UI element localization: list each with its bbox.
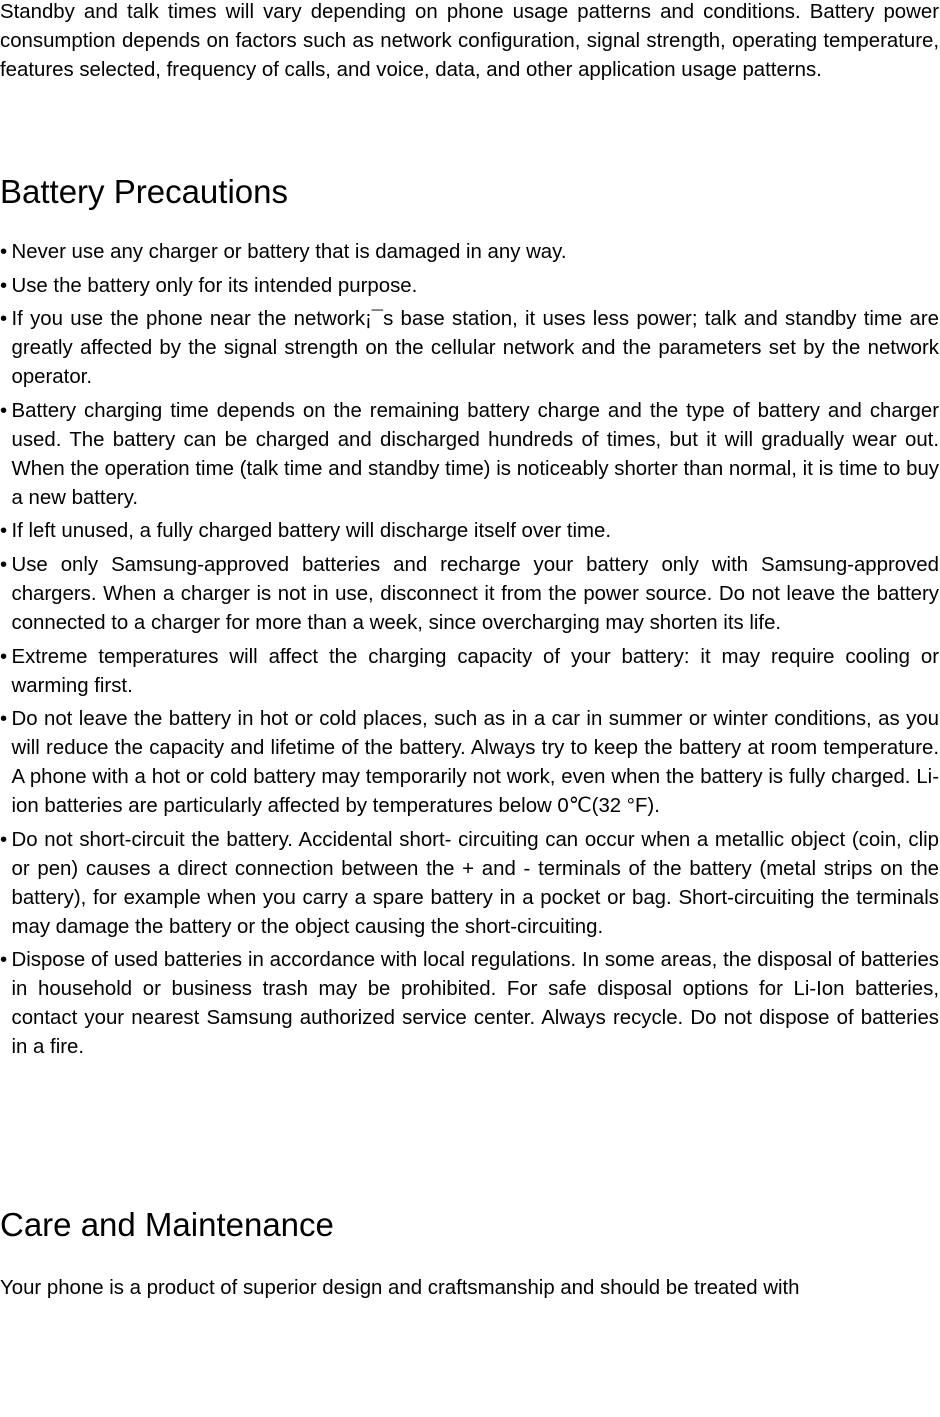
bullet-icon: • (0, 708, 8, 731)
care-and-maintenance-heading: Care and Maintenance (0, 1206, 334, 1244)
list-item-text: Never use any charger or battery that is damaged in any way. (11, 241, 567, 263)
list-item (0, 551, 939, 638)
list-item (0, 272, 939, 301)
bullet-icon: • (0, 274, 8, 297)
list-item (0, 946, 939, 1062)
bullet-icon: • (0, 308, 8, 331)
list-item (0, 397, 939, 513)
bullet-icon: • (0, 520, 8, 543)
list-item (0, 643, 939, 701)
bullet-icon: • (0, 949, 8, 972)
bullet-icon: • (0, 645, 8, 668)
list-item (0, 826, 939, 942)
list-item-text: Battery charging time depends on the remaining battery charge and the type of battery and charger used. The battery can be charged and discharged hundreds of times, but it will gradually wear out. When the operation time (talk time and standby time) is noticeably shorter than normal, it is time to buy a new battery. (11, 399, 939, 509)
bullet-icon: • (0, 553, 8, 576)
list-item-text: Extreme temperatures will affect the charging capacity of your battery: it may require cooling or warming first. (11, 645, 939, 697)
list-item-text: Dispose of used batteries in accordance with local regulations. In some areas, the disposal of batteries in household or business trash may be prohibited. For safe disposal options for Li-Ion batteries, contact your nearest Samsung authorized service center. Always recycle. Do not dispose of batteries in a fire. (11, 949, 939, 1059)
list-item (0, 305, 939, 392)
list-item-text: Use only Samsung-approved batteries and recharge your battery only with Samsung-approved chargers. When a charger is not in use, disconnect it from the power source. Do not leave the battery connected to a charger for more than a week, since overcharging may shorten its life. (11, 553, 939, 634)
bullet-icon: • (0, 828, 8, 851)
list-item (0, 517, 939, 546)
list-item-text: If left unused, a fully charged battery will discharge itself over time. (11, 520, 612, 543)
battery-precautions-heading: Battery Precautions (0, 173, 288, 210)
list-item-text: If you use the phone near the network¡¯s base station, it uses less power; talk and standby time are greatly affected by the signal strength on the cellular network and the parameters set by the network operator. (11, 308, 939, 389)
list-item-text: Do not short-circuit the battery. Accidental short- circuiting can occur when a metallic object (coin, clip or pen) causes a direct connection between the + and - terminals of the battery (metal strips on the battery), for example when you carry a spare battery in a pocket or bag. Short-circuiting the terminals may damage the battery or the object causing the short-circuiting. (11, 828, 939, 938)
list-item-text: Do not leave the battery in hot or cold places, such as in a car in summer or winter conditions, as you will reduce the capacity and lifetime of the battery. Always try to keep the battery at room temperature. A phone with a hot or cold battery may temporarily not work, even when the battery is fully charged. Li-ion batteries are particularly affected by temperatures below 0℃(32 °F). (11, 708, 939, 818)
bullet-icon: • (0, 399, 8, 422)
intro-paragraph: Standby and talk times will vary depending on phone usage patterns and conditions. Battery power consumption depends on factors such as network configuration, signal strength, operating temperature, features selected, frequency of calls, and voice, data, and other application usage patterns. (0, 1, 939, 81)
care-intro-paragraph: Your phone is a product of superior design and craftsmanship and should be treated with (0, 1277, 800, 1300)
list-item (0, 705, 939, 821)
list-item (0, 238, 939, 267)
list-item-text: Use the battery only for its intended purpose. (11, 274, 418, 297)
bullet-icon: • (0, 241, 8, 263)
battery-precautions-list (0, 238, 939, 1062)
